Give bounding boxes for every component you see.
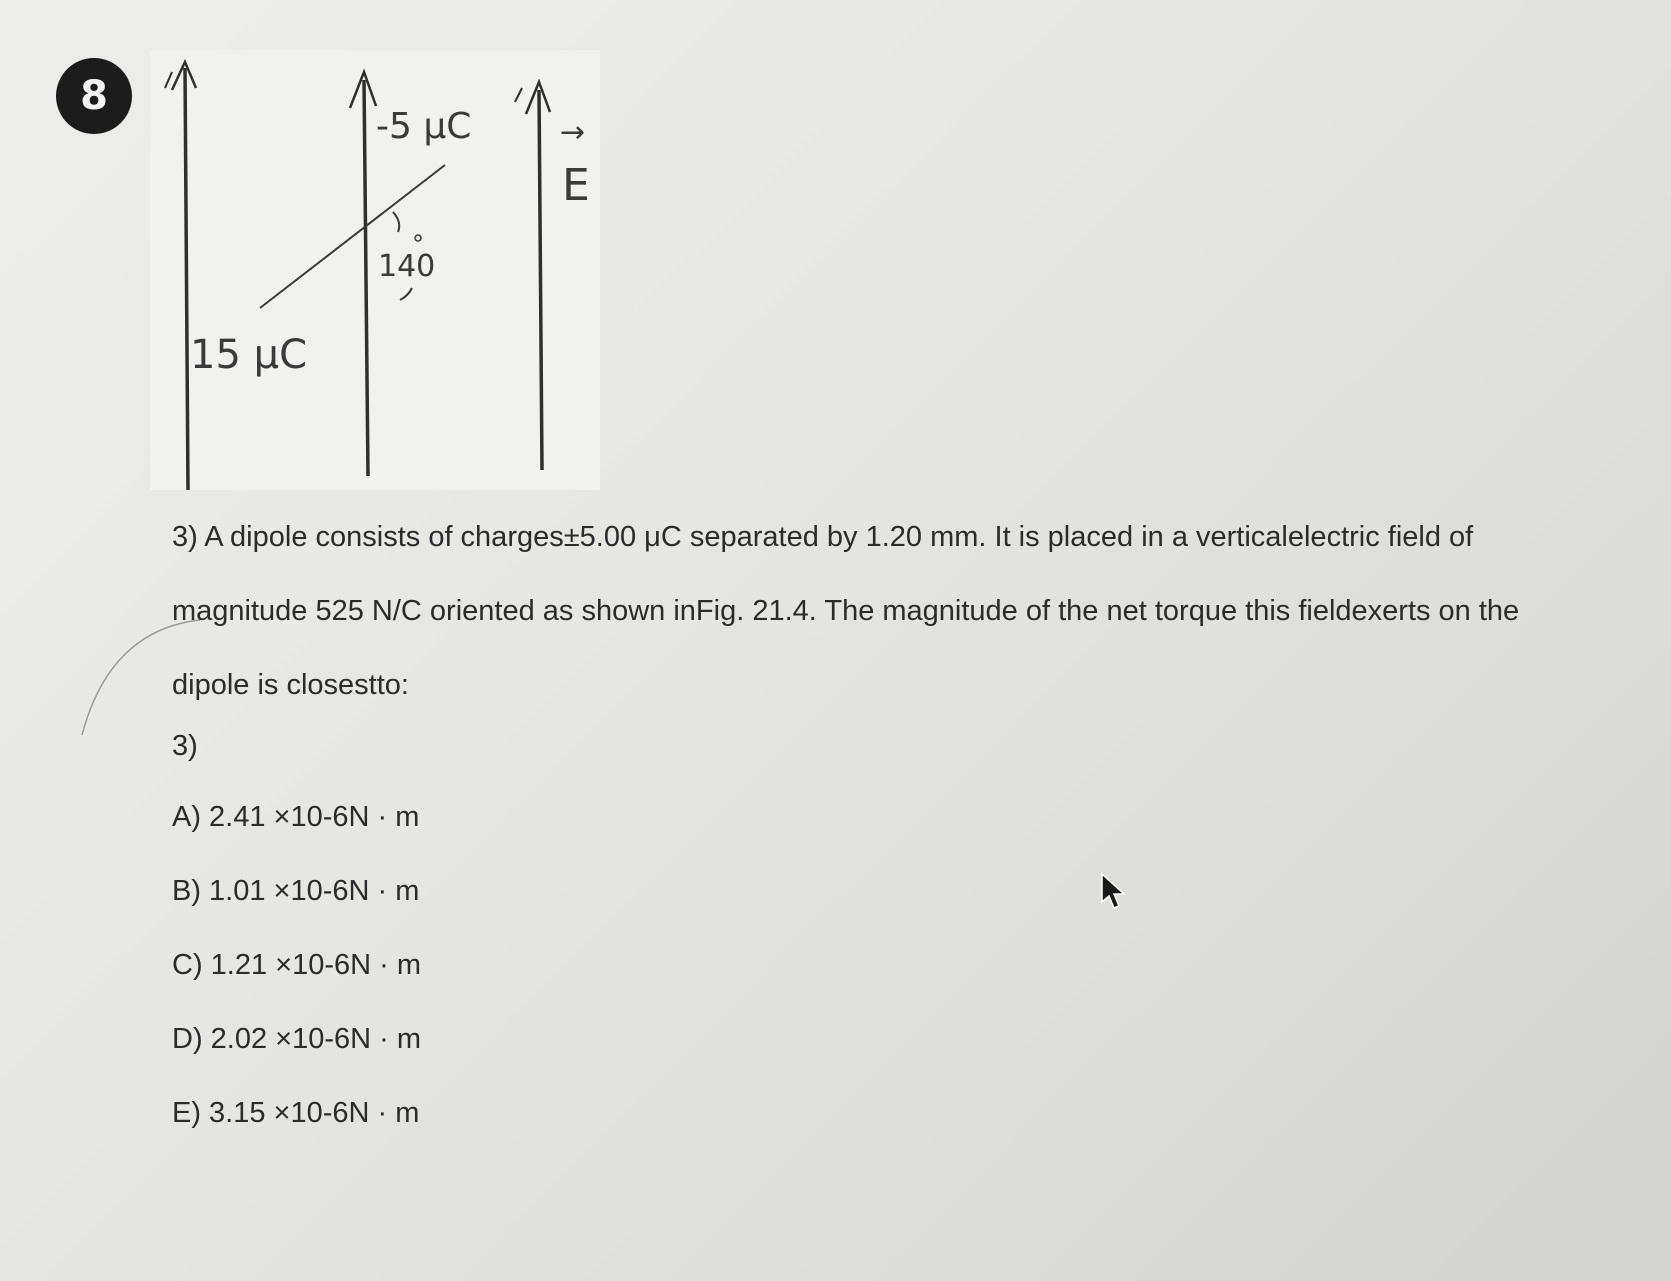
dipole-diagram — [150, 50, 610, 500]
dipole-diagram-svg — [150, 50, 610, 500]
option-b[interactable]: B) 1.01 ×10-6N · m — [172, 875, 420, 907]
option-d[interactable]: D) 2.02 ×10-6N · m — [172, 1023, 422, 1055]
option-e[interactable]: E) 3.15 ×10-6N · m — [172, 1097, 420, 1129]
angle-label: 140 — [378, 249, 436, 284]
answer-number-label: 3) — [172, 730, 198, 762]
mouse-pointer-icon — [1100, 872, 1126, 912]
field-label: E — [562, 160, 590, 211]
badge-label: 8 — [80, 73, 108, 119]
answer-options — [172, 800, 421, 1170]
positive-charge-label: 15 μC — [190, 332, 307, 378]
option-c[interactable]: C) 1.21 ×10-6N · m — [172, 949, 422, 981]
question-text: 3) A dipole consists of charges±5.00 μC separated by 1.20 mm. It is placed in a verticalelectric field of magnitude 525 N/C oriented as shown inFig. 21.4. The magnitude of the net torque this fieldexerts on the dipole is closestto: — [172, 521, 1520, 701]
diagram-paper — [150, 50, 600, 490]
option-a[interactable]: A) 2.41 ×10-6N · m — [172, 801, 420, 833]
field-vector-arrow: → — [560, 115, 586, 150]
negative-charge-label: -5 μC — [376, 106, 472, 147]
question-number-badge — [56, 58, 132, 134]
